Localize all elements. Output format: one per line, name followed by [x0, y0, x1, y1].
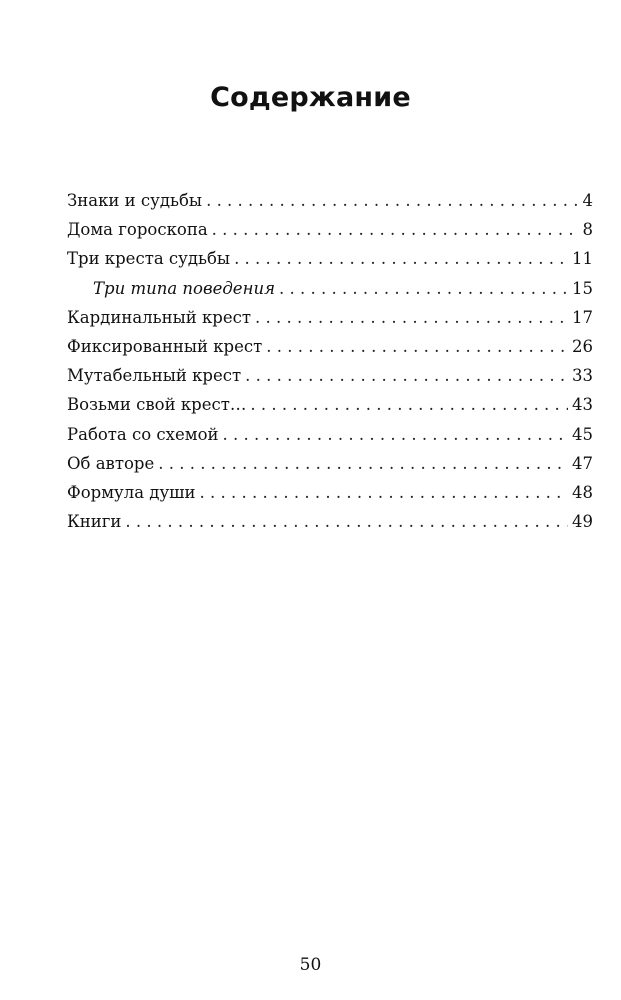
- toc-entry-page: 33: [572, 366, 593, 386]
- toc-entry[interactable]: [67, 191, 593, 220]
- toc-entry-title: Формула души: [67, 482, 196, 502]
- toc-entry[interactable]: [67, 425, 593, 454]
- toc-dot-leader: [223, 425, 568, 444]
- toc-dot-leader: [279, 279, 568, 298]
- toc-dot-leader: [266, 337, 568, 356]
- toc-entry-page: 11: [572, 249, 593, 269]
- toc-entry-page: 45: [572, 424, 593, 444]
- toc-entry-page: 8: [582, 220, 593, 240]
- toc-entry-page: 4: [582, 191, 593, 210]
- toc-entry-title: Работа со схемой: [67, 424, 219, 444]
- toc-subentry[interactable]: [67, 279, 593, 308]
- toc-entry-page: 49: [572, 512, 593, 532]
- toc-dot-leader: [158, 454, 568, 473]
- toc-entry[interactable]: [67, 249, 593, 278]
- toc-entry-page: 15: [572, 278, 593, 298]
- toc-entry[interactable]: [67, 366, 593, 395]
- toc-entry-title: Возьми свой крест…: [67, 395, 247, 415]
- toc-entry[interactable]: [67, 483, 593, 512]
- toc-entry-title: Книги: [67, 512, 122, 532]
- toc-entry[interactable]: [67, 454, 593, 483]
- toc-entry[interactable]: [67, 512, 593, 541]
- toc-dot-leader: [250, 395, 568, 414]
- toc-entry-page: 26: [572, 336, 593, 356]
- toc-entry-page: 47: [572, 453, 593, 473]
- toc-entry-title: Три креста судьбы: [67, 249, 231, 269]
- toc-entry-title: Об авторе: [67, 453, 155, 473]
- toc-entry-title: Три типа поведения: [93, 278, 275, 298]
- toc-entry-title: Дома гороскопа: [67, 220, 208, 240]
- toc-dot-leader: [234, 249, 568, 268]
- toc-dot-leader: [125, 512, 568, 531]
- toc-entry-title: Мутабельный крест: [67, 366, 242, 386]
- toc-entry-title: Фиксированный крест: [67, 336, 263, 356]
- toc-entry-title: Знаки и судьбы: [67, 191, 203, 210]
- toc-dot-leader: [200, 483, 568, 502]
- toc-entry-title: Кардинальный крест: [67, 307, 252, 327]
- toc-dot-leader: [206, 191, 578, 210]
- toc-entry[interactable]: [67, 395, 593, 424]
- toc-entry-page: 48: [572, 482, 593, 502]
- toc-dot-leader: [255, 308, 568, 327]
- toc-dot-leader: [212, 220, 579, 239]
- page-title: Содержание: [210, 82, 411, 113]
- page-number: 50: [299, 955, 322, 975]
- toc-dot-leader: [245, 366, 568, 385]
- table-of-contents: [67, 191, 593, 541]
- toc-entry-page: 43: [572, 395, 593, 415]
- toc-entry-page: 17: [572, 307, 593, 327]
- toc-entry[interactable]: [67, 308, 593, 337]
- toc-entry[interactable]: [67, 220, 593, 249]
- toc-entry[interactable]: [67, 337, 593, 366]
